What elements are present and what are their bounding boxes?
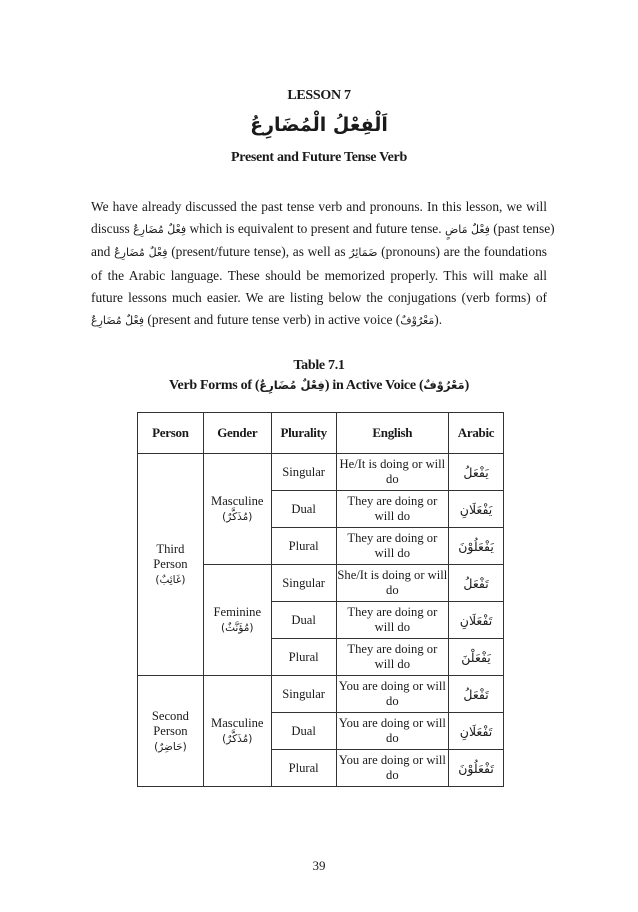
intro-line-3 bbox=[91, 241, 547, 264]
header-person: Person bbox=[138, 413, 204, 454]
arabic-cell: يَفْعَلُ bbox=[449, 454, 504, 491]
lesson-subtitle: Present and Future Tense Verb bbox=[231, 150, 407, 165]
english-cell: You are doing or will do bbox=[336, 750, 449, 787]
gender-label: Feminine bbox=[213, 605, 262, 619]
arabic-cell: يَفْعَلْنَ bbox=[449, 639, 504, 676]
english-cell: He/It is doing or will do bbox=[336, 454, 449, 491]
arabic-term: مَعْرُوْفٌ bbox=[423, 378, 465, 392]
person-arabic: (غَائِبٌ) bbox=[155, 574, 186, 586]
text: (past tense) bbox=[493, 221, 555, 237]
english-cell: They are doing or will do bbox=[336, 639, 449, 676]
table-row bbox=[138, 676, 504, 713]
english-cell: They are doing or will do bbox=[336, 491, 449, 528]
text: (present/future tense), as well as bbox=[171, 244, 346, 260]
table-row bbox=[138, 454, 504, 491]
arabic-cell: تَفْعَلُوْنَ bbox=[449, 750, 504, 787]
table-caption bbox=[0, 378, 638, 394]
intro-line-5: future lessons much easier. We are listing below the conjugations (verb forms) of bbox=[91, 289, 547, 305]
arabic-term: فِعْلٌ مُضَارِعٌ bbox=[133, 223, 187, 237]
text: ). bbox=[434, 312, 443, 328]
text: ) bbox=[464, 378, 469, 393]
intro-line-6 bbox=[91, 309, 547, 332]
header-gender: Gender bbox=[203, 413, 271, 454]
english-cell: She/It is doing or will do bbox=[336, 565, 449, 602]
text: (pronouns) are the foundations bbox=[381, 244, 547, 260]
person-label: Third Person bbox=[153, 542, 188, 571]
gender-cell-masculine bbox=[203, 676, 271, 787]
arabic-term: فِعْلٌ مُضَارِعٌ bbox=[259, 378, 325, 392]
arabic-cell: تَفْعَلَانِ bbox=[449, 713, 504, 750]
arabic-term: ضَمَائِرُ bbox=[349, 246, 378, 260]
text: Verb Forms of ( bbox=[169, 378, 260, 393]
plurality-cell: Singular bbox=[271, 454, 336, 491]
gender-arabic: (مُذَكَّرٌ) bbox=[222, 511, 253, 523]
person-cell-second bbox=[138, 676, 204, 787]
person-arabic: (حَاضِرٌ) bbox=[154, 740, 187, 753]
plurality-cell: Plural bbox=[271, 639, 336, 676]
arabic-term: فِعْلٌ مُضَارِعٌ bbox=[91, 314, 145, 328]
plurality-cell: Plural bbox=[271, 750, 336, 787]
plurality-cell: Dual bbox=[271, 602, 336, 639]
plurality-cell: Singular bbox=[271, 565, 336, 602]
english-cell: You are doing or will do bbox=[336, 676, 449, 713]
text: discuss bbox=[91, 221, 130, 237]
text: and bbox=[91, 244, 111, 260]
arabic-term: فِعْلٌ مَاضٍ bbox=[444, 223, 490, 237]
arabic-term: مَعْرُوْفٌ bbox=[400, 314, 435, 328]
verb-forms-table bbox=[137, 412, 504, 787]
gender-label: Masculine bbox=[211, 494, 264, 508]
arabic-cell: يَفْعَلَانِ bbox=[449, 491, 504, 528]
plurality-cell: Singular bbox=[271, 676, 336, 713]
text: (present and future tense verb) in active voice ( bbox=[147, 312, 401, 328]
plurality-cell: Dual bbox=[271, 713, 336, 750]
page-number: 39 bbox=[312, 858, 326, 873]
table-title: Table 7.1 bbox=[293, 358, 345, 373]
person-label: Second Person bbox=[151, 708, 189, 738]
lesson-heading: LESSON 7 bbox=[287, 88, 351, 103]
gender-arabic: (مُؤَنَّثٌ) bbox=[221, 622, 254, 634]
table-header-row bbox=[138, 413, 504, 454]
text: which is equivalent to present and future tense. bbox=[189, 221, 442, 237]
plurality-cell: Dual bbox=[271, 491, 336, 528]
intro-line-4: of the Arabic language. These should be memorized properly. This will make all bbox=[91, 267, 547, 283]
gender-cell-masculine bbox=[203, 454, 271, 565]
header-plurality: Plurality bbox=[271, 413, 336, 454]
arabic-title: اَلْفِعْلُ الْمُضَارِعُ bbox=[250, 114, 388, 136]
gender-cell-feminine bbox=[203, 565, 271, 676]
intro-paragraph bbox=[91, 196, 555, 332]
gender-arabic: (مُذَكَّرٌ) bbox=[222, 733, 253, 745]
arabic-cell: تَفْعَلَانِ bbox=[449, 602, 504, 639]
english-cell: You are doing or will do bbox=[336, 713, 449, 750]
english-cell: They are doing or will do bbox=[336, 528, 449, 565]
english-cell: They are doing or will do bbox=[336, 602, 449, 639]
arabic-cell: تَفْعَلُ bbox=[449, 565, 504, 602]
header-english: English bbox=[336, 413, 449, 454]
plurality-cell: Plural bbox=[271, 528, 336, 565]
intro-line-1: We have already discussed the past tense verb and pronouns. In this lesson, we will bbox=[91, 199, 547, 214]
gender-label: Masculine bbox=[211, 716, 264, 730]
text: ) in Active Voice ( bbox=[324, 378, 424, 393]
person-cell-third bbox=[138, 454, 204, 676]
arabic-cell: يَفْعَلُوْنَ bbox=[449, 528, 504, 565]
intro-line-2 bbox=[91, 218, 555, 241]
arabic-term: فِعْلٌ مُضَارِعٌ bbox=[114, 246, 168, 260]
arabic-cell: تَفْعَلُ bbox=[449, 676, 504, 713]
header-arabic: Arabic bbox=[449, 413, 504, 454]
